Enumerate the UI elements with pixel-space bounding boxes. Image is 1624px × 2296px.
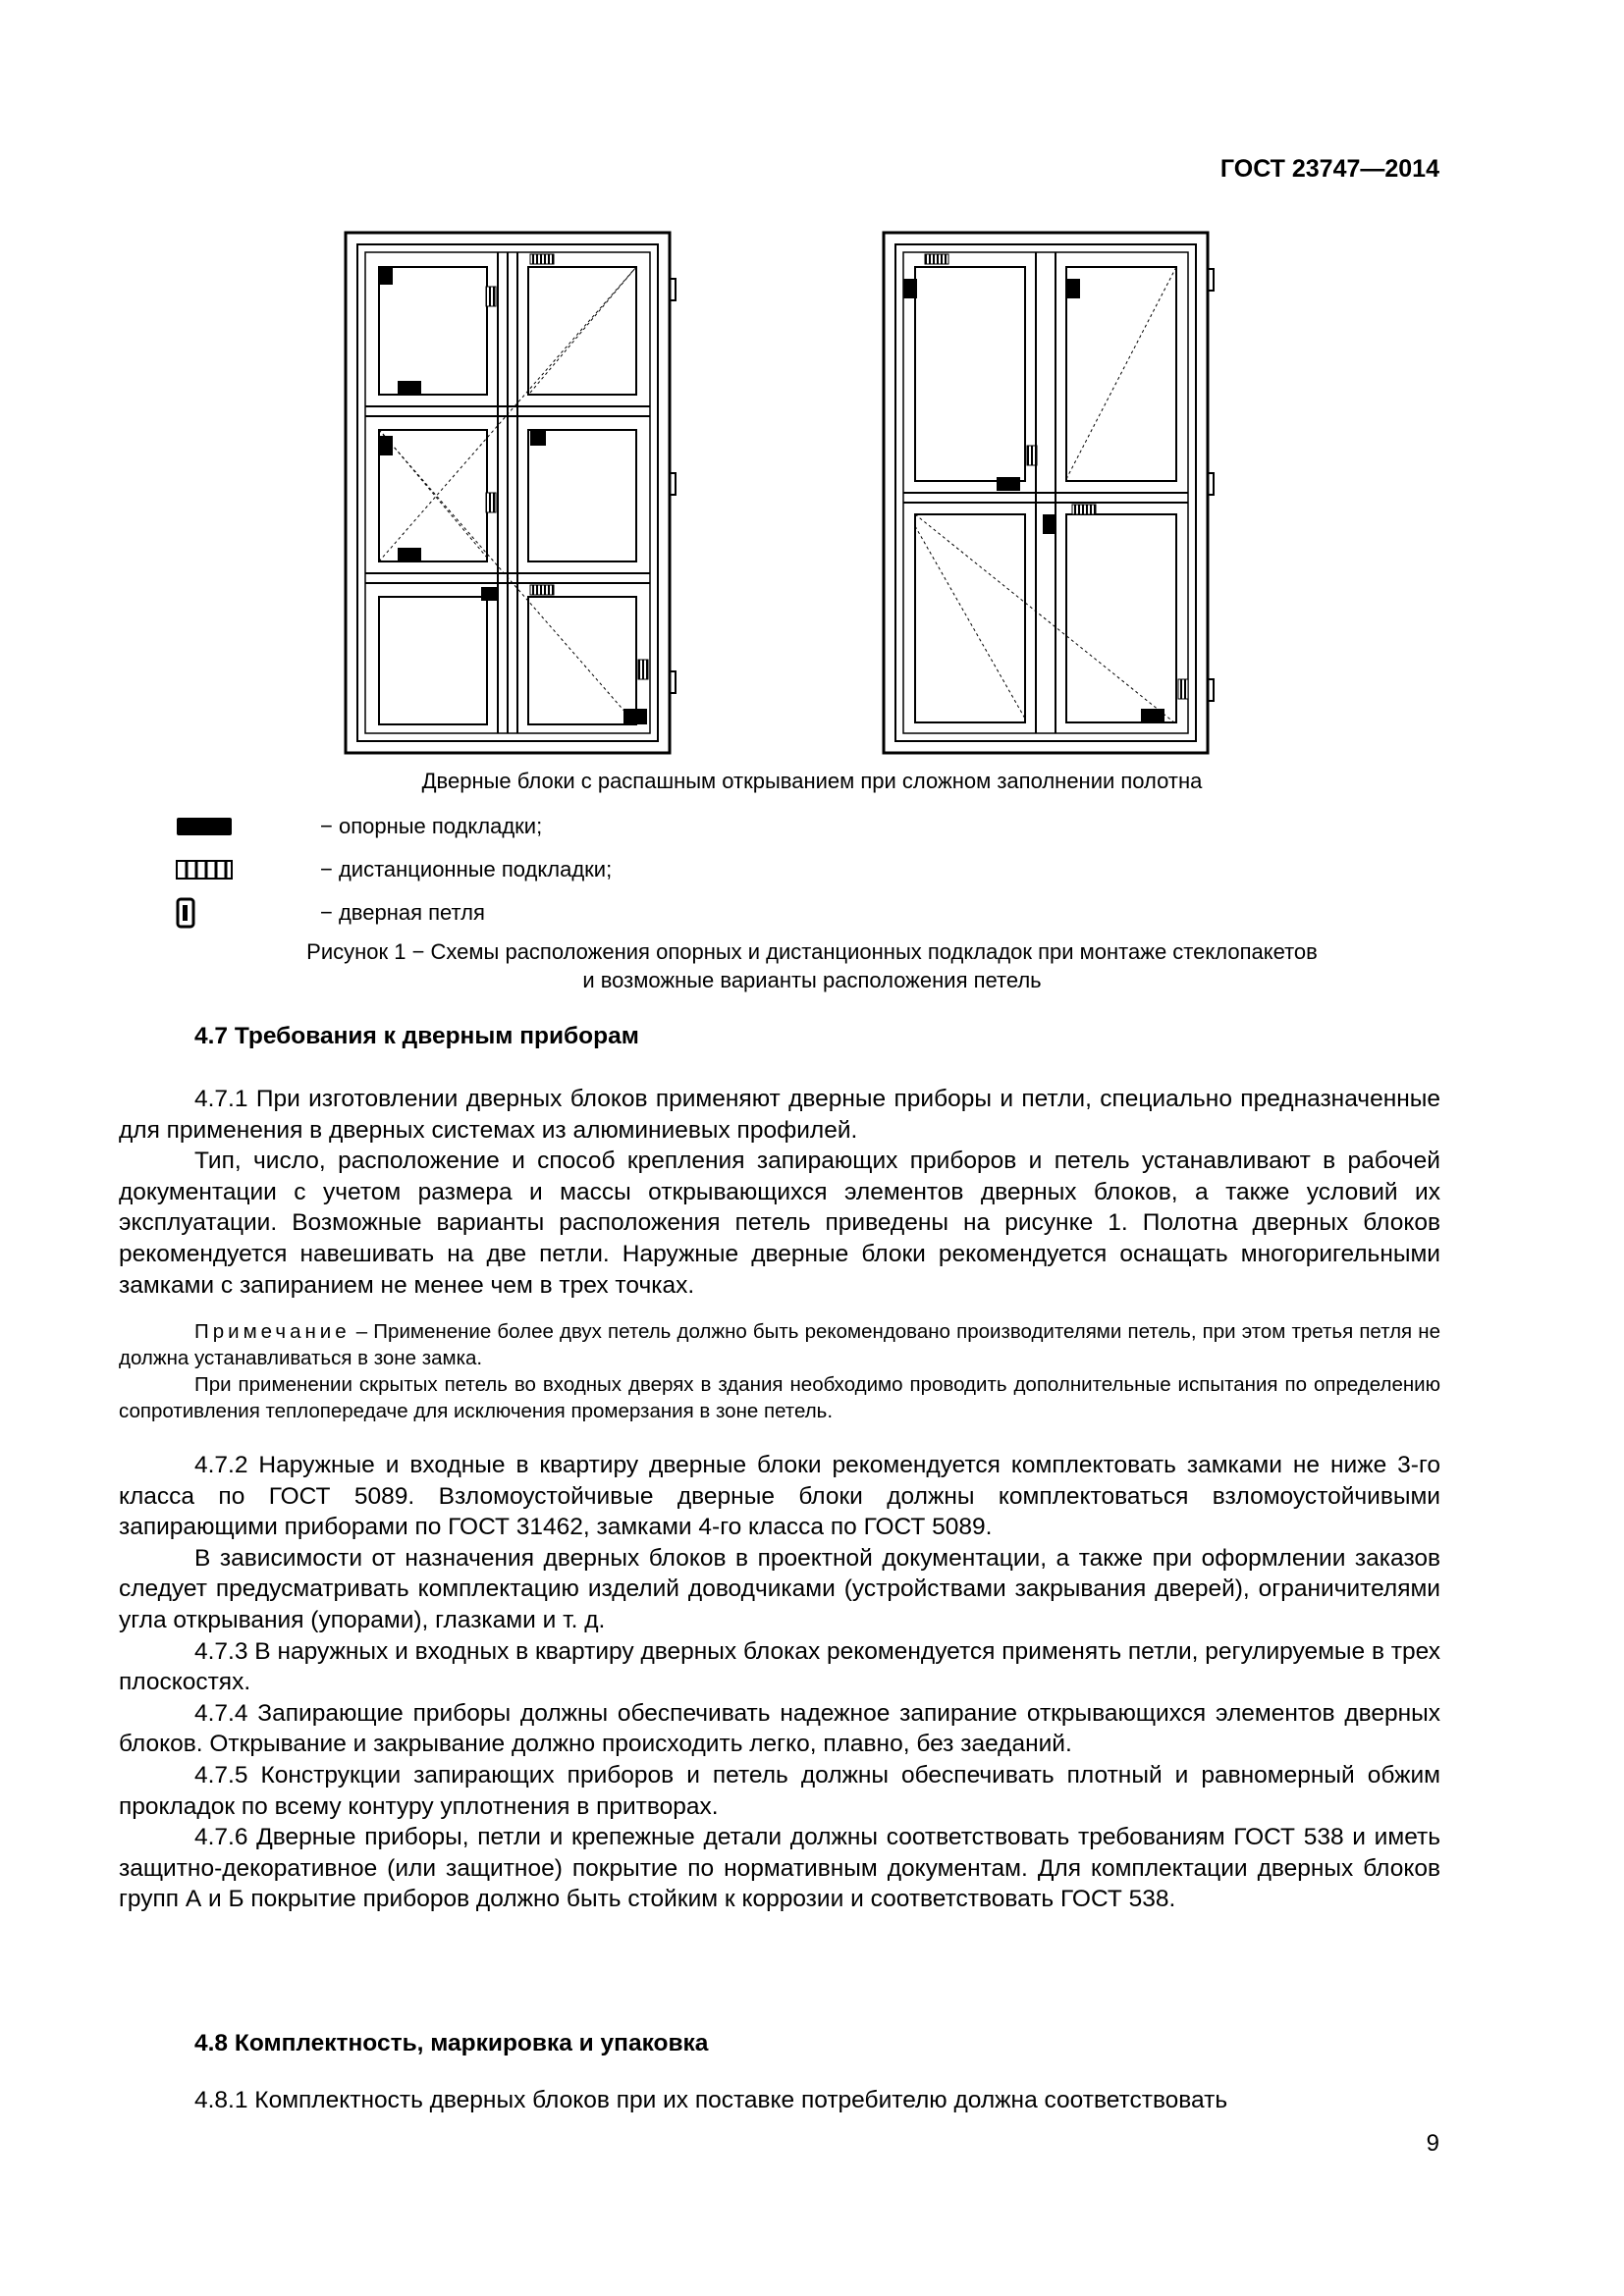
door-schematic-right (884, 233, 1214, 753)
paragraph: 4.8.1 Комплектность дверных блоков при их поставке потребителю должна соответствовать (194, 2087, 1228, 2113)
section-4-7-body-2 (119, 1450, 1440, 1915)
section-heading: 4.8 Комплектность, маркировка и упаковка (194, 2030, 709, 2056)
note-label: Примечание (194, 1320, 351, 1343)
section-heading: 4.7 Требования к дверным приборам (194, 1023, 639, 1049)
spacer-pads-left (486, 254, 648, 679)
legend-item: − дистанционные подкладки; (175, 848, 612, 891)
door-schematics-figure (344, 228, 1218, 760)
paragraph: 4.7.4 Запирающие приборы должны обеспечивать надежное запирание открывающихся элементов дверных блоков. Открывание и закрывание должно происходить легко, плавно, без заеданий. (119, 1699, 1440, 1758)
paragraph: В зависимости от назначения дверных блоков в проектной документации, а также при оформлении заказов следует предусматривать комплектацию изделий доводчиками (устройствами закрывания дверей), ограничителями угла открывания (упорами), глазками и т. д. (119, 1544, 1440, 1633)
section-4-7 (119, 1021, 1440, 1052)
section-4-8 (119, 2028, 1440, 2059)
support-pad-icon (175, 816, 234, 837)
paragraph: 4.7.1 При изготовлении дверных блоков применяют дверные приборы и петли, специально предназначенные для применения в дверных системах из алюминиевых профилей. (119, 1086, 1440, 1144)
note-paragraph: Примечание – Применение более двух петель должно быть рекомендовано производителями петель, при этом третья петля не должна устанавливаться в зоне замка. (119, 1320, 1440, 1369)
section-4-8-body (119, 2085, 1440, 2116)
legend-item: − дверная петля (175, 891, 612, 934)
paragraph: 4.7.6 Дверные приборы, петли и крепежные детали должны соответствовать требованиям ГОСТ 538 и иметь защитно-декоративное (или защитное) покрытие по нормативным документам. Для комплектации дверных блоков групп А и Б покрытие приборов должно быть стойким к коррозии и соответствовать ГОСТ 538. (119, 1824, 1440, 1913)
paragraph: 4.7.2 Наружные и входные в квартиру дверные блоки рекомендуется комплектовать замками не ниже 3-го класса по ГОСТ 5089. Взломоустойчивые дверные блоки должны комплектоваться взломоустойчивыми запирающими приборами по ГОСТ 31462, замками 4-го класса по ГОСТ 5089. (119, 1452, 1440, 1541)
page-number: 9 (1426, 2130, 1439, 2157)
note-paragraph: При применении скрытых петель во входных дверях в здания необходимо проводить дополнительные испытания по определению сопротивления теплопередаче для исключения промерзания в зоне петель. (119, 1373, 1440, 1422)
support-pads-left (379, 267, 647, 724)
figure-subcaption: Дверные блоки с распашным открыванием при сложном заполнении полотна (421, 769, 1203, 793)
paragraph: 4.7.3 В наружных и входных в квартиру дверных блоках рекомендуется применять петли, регулируемые в трех плоскостях. (119, 1637, 1440, 1696)
paragraph: 4.7.5 Конструкции запирающих приборов и петель должны обеспечивать плотный и равномерный обжим прокладок по всему контуру уплотнения в притворах. (119, 1761, 1440, 1820)
door-hinge-icon (175, 897, 198, 929)
legend-item: − опорные подкладки; (175, 805, 612, 848)
door-schematic-left (346, 233, 676, 753)
figure-legend (175, 805, 612, 934)
figure-title: Рисунок 1 − Схемы расположения опорных и дистанционных подкладок при монтаже стеклопакетов и возможные варианты расположения петель (306, 939, 1318, 992)
spacer-pad-icon (175, 858, 234, 881)
document-code: ГОСТ 23747—2014 (1219, 155, 1439, 183)
paragraph: Тип, число, расположение и способ крепления запирающих приборов и петель устанавливают в рабочей документации с учетом размера и массы открывающихся элементов дверных блоков, а также условий их эксплуатации. Возможные варианты расположения петель приведены на рисунке 1. Полотна дверных блоков рекомендуется навешивать на две петли. Наружные дверные блоки рекомендуется оснащать многоригельными замками с запиранием не менее чем в трех точках. (119, 1148, 1440, 1299)
support-pads-right (903, 279, 1164, 722)
section-4-7-body (119, 1084, 1440, 1301)
note-block (119, 1318, 1440, 1424)
